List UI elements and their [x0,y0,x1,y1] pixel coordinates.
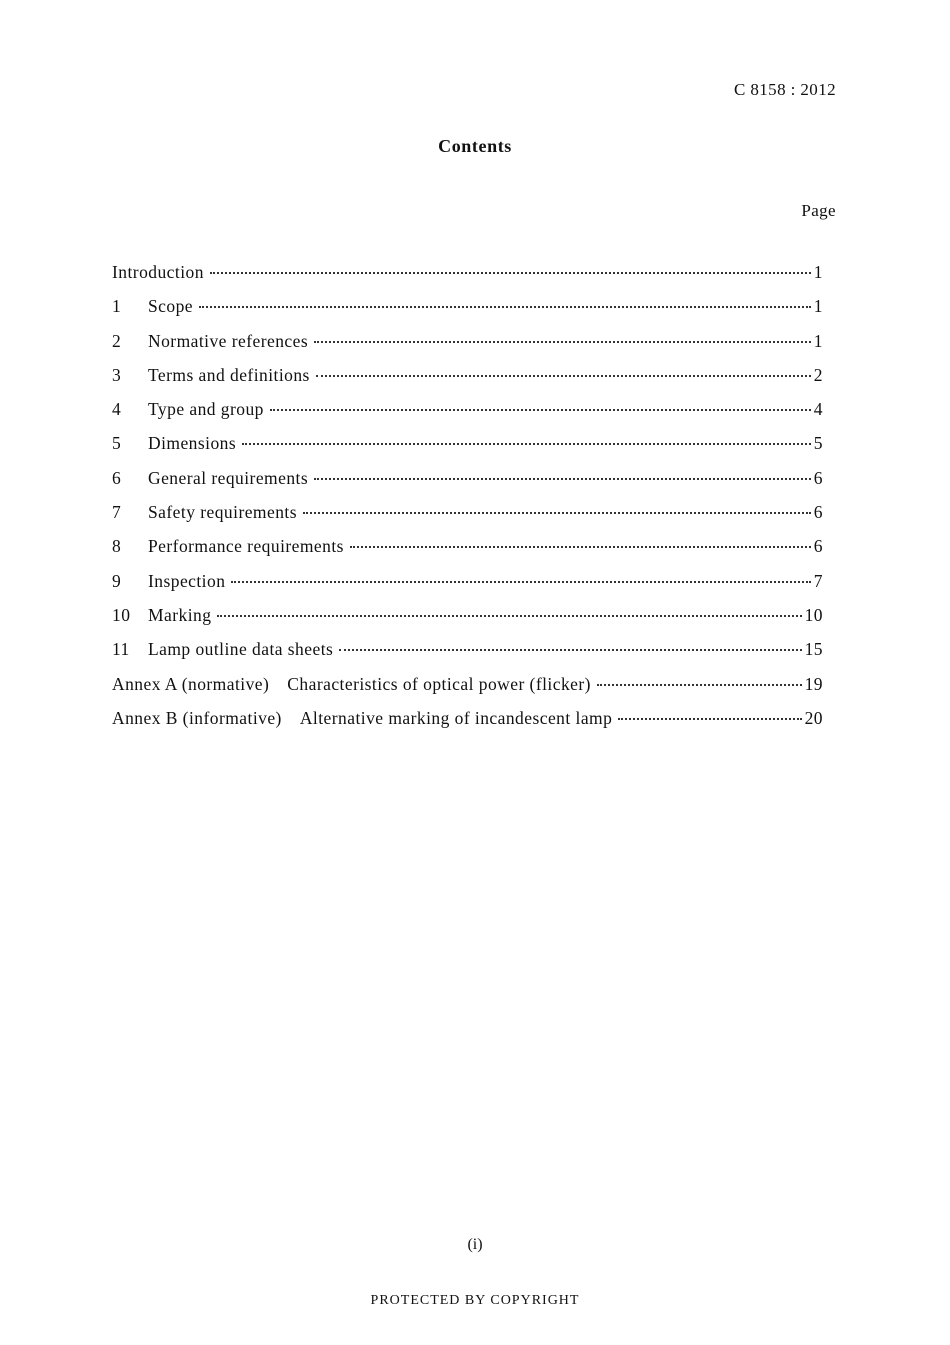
toc-entry-page: 1 [813,330,823,351]
toc-entry-type-and-group[interactable] [112,399,823,433]
dot-leader [199,306,811,308]
toc-entry-number: 7 [112,502,122,523]
dot-leader [339,649,801,651]
toc-entry-number: 4 [112,399,122,420]
toc-entry-page: 10 [804,604,823,625]
toc-entry-number: 10 [112,604,131,625]
toc-entry-marking[interactable] [112,605,823,639]
toc-entry-title: Normative references [148,330,309,351]
toc-entry-title: Marking [148,604,212,625]
toc-entry-title: Alternative marking of incandescent lamp [299,707,613,728]
toc-entry-scope[interactable] [112,296,823,330]
toc-entry-page: 5 [813,433,823,454]
toc-entry-dimensions[interactable] [112,433,823,467]
toc-entry-safety-requirements[interactable] [112,502,823,536]
toc-entry-normative-references[interactable] [112,331,823,365]
toc-entry-title: Lamp outline data sheets [148,639,334,660]
toc-entry-number: 11 [112,639,130,660]
toc-entry-title: Safety requirements [148,502,297,523]
dot-leader [210,272,811,274]
toc-entry-page: 7 [813,570,823,591]
dot-leader [217,615,801,617]
toc-entry-number: 9 [112,570,122,591]
toc-entry-number: 8 [112,536,122,557]
dot-leader [618,718,801,720]
dot-leader [270,409,811,411]
toc-annex-label: Annex B (informative) [112,707,282,728]
toc-entry-number: 3 [112,364,122,385]
toc-entry-introduction[interactable] [112,262,823,296]
dot-leader [231,581,810,583]
dot-leader [316,375,811,377]
toc-entry-page: 2 [813,364,823,385]
dot-leader [303,512,811,514]
toc-entry-page: 15 [804,639,823,660]
toc-entry-title: Dimensions [148,433,237,454]
toc-entry-number: 1 [112,296,122,317]
toc-entry-performance-requirements[interactable] [112,536,823,570]
toc-entry-annex-b[interactable] [112,708,823,742]
contents-title: Contents [438,136,512,156]
dot-leader [314,478,811,480]
toc-entry-title: Inspection [148,570,226,591]
toc-entry-page: 19 [804,673,823,694]
toc-entry-title: Performance requirements [148,536,344,557]
document-id: C 8158 : 2012 [733,80,836,99]
dot-leader [350,546,811,548]
dot-leader [314,341,811,343]
toc-entry-number: 5 [112,433,122,454]
toc-entry-title: Type and group [148,399,264,420]
toc-entry-title: Characteristics of optical power (flicker) [287,673,591,694]
table-of-contents [112,262,823,742]
toc-annex-label: Annex A (normative) [112,673,270,694]
toc-entry-title: Introduction [112,262,204,282]
toc-entry-lamp-outline-data-sheets[interactable] [112,639,823,673]
toc-entry-page: 6 [813,467,823,488]
toc-entry-annex-a[interactable] [112,674,823,708]
toc-entry-number: 2 [112,330,122,351]
copyright-notice: PROTECTED BY COPYRIGHT [370,1293,580,1308]
dot-leader [597,684,802,686]
toc-entry-terms-and-definitions[interactable] [112,365,823,399]
toc-entry-page: 20 [804,707,823,728]
toc-entry-title: General requirements [148,467,309,488]
toc-entry-page: 1 [813,262,823,282]
toc-entry-page: 4 [813,399,823,420]
toc-entry-page: 1 [813,296,823,317]
dot-leader [242,443,811,445]
toc-entry-general-requirements[interactable] [112,468,823,502]
toc-entry-page: 6 [813,536,823,557]
toc-entry-number: 6 [112,467,122,488]
toc-entry-page: 6 [813,502,823,523]
page-number: (i) [467,1236,483,1253]
toc-entry-inspection[interactable] [112,571,823,605]
toc-entry-title: Scope [148,296,194,317]
page-column-label: Page [801,201,836,220]
toc-entry-title: Terms and definitions [148,364,310,385]
